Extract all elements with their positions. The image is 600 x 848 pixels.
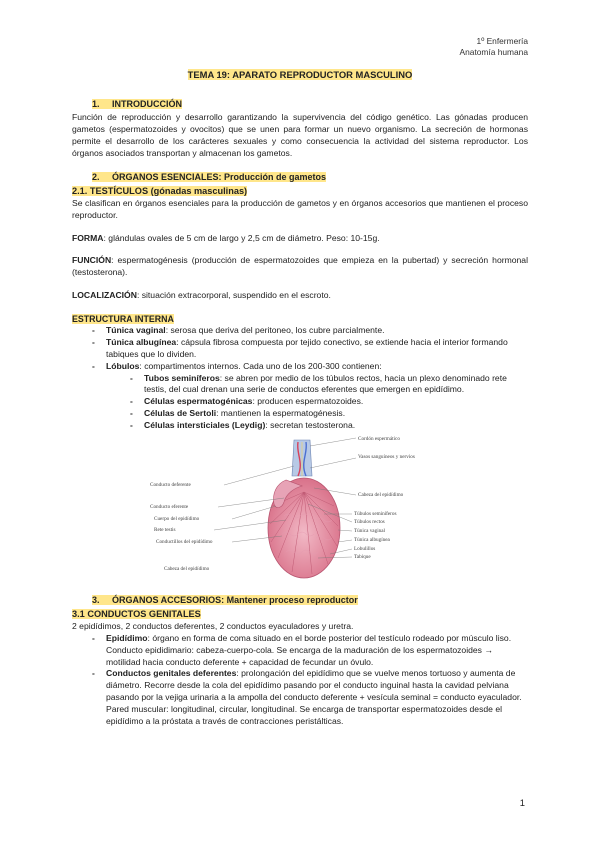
item-label: Células espermatogénicas [144,396,253,407]
figure-label: Túbulos seminíferos [354,510,397,517]
localizacion-text: : situación extracorporal, suspendido en el escroto. [136,290,331,301]
section-1-number: 1. [92,98,100,109]
figure-label: Vasos sanguíneos y nervios [358,453,415,460]
estructura-list [92,325,528,432]
section-1-heading [92,98,528,110]
item-label: Células de Sertoli [144,408,217,419]
item-label: Túnica albugínea [106,337,177,348]
funcion-label: FUNCIÓN [72,255,112,266]
figure-label: Conductillos del epidídimo [156,538,213,545]
item-text: : serosa que deriva del peritoneo, los cubre parcialmente. [165,325,385,336]
item-label: Túnica vaginal [106,325,166,336]
document-title [72,69,528,82]
list-item [130,420,528,432]
page-number: 1 [519,797,525,808]
forma-label: FORMA [72,232,104,243]
figure-label: Cuerpo del epidídimo [154,515,200,522]
list-item [92,633,528,669]
subsection-2-1-title: 2.1. TESTÍCULOS (gónadas masculinas) [72,186,248,197]
figure-label: Túbulos rectos [354,518,385,525]
subsection-3-1-title: 3.1 CONDUCTOS GENITALES [72,609,201,620]
forma-paragraph [72,233,528,245]
estructura-title: ESTRUCTURA INTERNA [72,314,174,325]
subsection-2-1-heading [72,185,528,198]
title-text: TEMA 19: APARATO REPRODUCTOR MASCULINO [187,69,413,80]
section-3-number: 3. [92,594,100,605]
localizacion-label: LOCALIZACIÓN [72,290,137,301]
item-label: Lóbulos [106,360,140,371]
section-2-number: 2. [92,171,100,182]
item-label: Epidídimo [106,632,148,643]
testis-illustration [72,436,528,586]
item-text: : secretan testosterona. [265,420,356,431]
list-item [92,325,528,337]
item-text: : órgano en forma de coma situado en el borde posterior del testículo rodeado por músculo liso. Conducto epididimario: cabeza-cuerpo-cola. Se encarga de la maduración de los espermatozoides → motilidad hacia conducto deferente + capacidad de fecundar un óvulo. [106,632,512,667]
section-3-heading [92,594,528,606]
conductos-intro: 2 epidídimos, 2 conductos deferentes, 2 conductos eyaculadores y uretra. [72,621,354,632]
item-label: Tubos seminíferos [144,372,220,383]
forma-text: : glándulas ovales de 5 cm de largo y 2,5 cm de diámetro. Peso: 10-15g. [103,232,380,243]
section-1-highlight [92,99,182,109]
list-item [130,408,528,420]
page-header [460,36,528,59]
figure-label: Cabeza del epidídimo [358,491,404,498]
item-text: : compartimentos internos. Cada uno de los 200-300 contienen: [139,360,382,371]
figure-label: Túnica albugínea [354,536,390,543]
lobulos-sublist [130,373,528,432]
intro-paragraph: Función de reproducción y desarrollo garantizando la supervivencia del código genético. Las gónadas producen gametos (espermatozoides y ovocitos) que se unen para formar un nuevo organismo. La secreción de hormonas permite el desarrollo de los carácteres sexuales y como consecuencia la actividad del sistema reproductor. Los órganos asociados transportan y almacenan los gametos. [72,112,528,158]
section-3-highlight [92,595,358,605]
list-item [92,337,528,361]
figure-label: Lobulillos [354,545,376,552]
testiculos-intro: Se clasifican en órganos esenciales para la producción de gametos y en órganos accesorios que mantienen el proceso reproductor. [72,197,528,220]
testis-figure [72,436,528,586]
conductos-list [92,633,528,728]
item-text: : mantienen la espermatogénesis. [216,408,346,419]
item-label: Conductos genitales deferentes [106,668,237,679]
item-text: : producen espermatozoides. [252,396,364,407]
funcion-paragraph [72,255,528,279]
subsection-3-1-heading [72,608,528,621]
item-text: : cápsula fibrosa compuesta por tejido conectivo, se extiende hacia el interior formando tabiques que lo dividen. [106,337,508,359]
localizacion-paragraph [72,290,528,302]
list-item [92,361,528,432]
figure-label: Cordón espermático [358,435,400,442]
section-2-title: ÓRGANOS ESENCIALES: Producción de gametos [112,171,327,182]
section-2-heading [92,171,528,183]
list-item [92,668,528,727]
section-2-highlight [92,172,326,182]
item-label: Células intersticiales (Leydig) [144,420,266,431]
list-item [130,373,528,397]
list-item [130,396,528,408]
header-subject: Anatomía humana [459,47,528,58]
header-course: 1º Enfermería [476,36,528,46]
item-text: : se abren por medio de los túbulos rectos, hacia un plexo denominado rete testis, del cual drenan una serie de conductos eferentes que emergen en epidídimo. [144,372,507,395]
figure-label: Cabeza del epidídimo [164,565,210,572]
item-text: : prolongación del epidídimo que se vuelve menos tortuoso y aumenta de diámetro. Recorre desde la cola del epidídimo pasando por el conducto inguinal hasta la cavidad pelviana pasando por la vejiga urinaria a la ampolla del conducto deferente + vesícula seminal = conducto eyaculador. Pared muscular: longitudinal, circular, longitudinal. Se encarga de transportar espermatozoides desde el epidídimo a la próstata a través de contracciones peristálticas. [106,668,522,726]
estructura-heading [72,313,528,325]
funcion-text: : espermatogénesis (producción de espermatozoides que empieza en la pubertad) y secreción hormonal (testosterona). [72,255,528,278]
figure-label: Conducto deferente [150,481,191,488]
page-content [72,69,528,728]
figure-label: Conducto eferente [150,503,189,510]
figure-label: Rete testis [154,526,176,533]
section-1-title: INTRODUCCIÓN [112,98,182,109]
figure-label: Túnica vaginal [354,527,385,534]
section-3-title: ÓRGANOS ACCESORIOS: Mantener proceso reproductor [112,594,358,605]
figure-label: Tabique [354,553,371,560]
